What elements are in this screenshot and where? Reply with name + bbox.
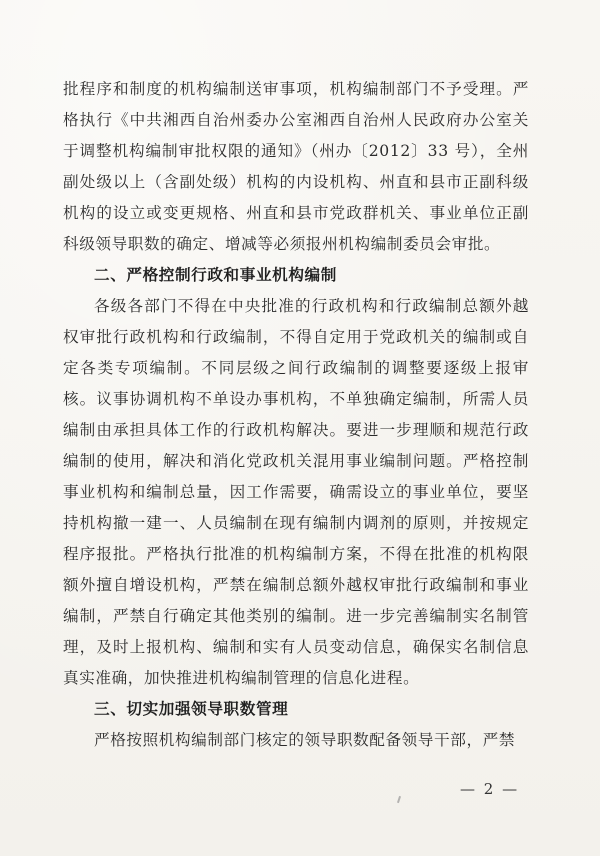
paragraph-section-2: 各级各部门不得在中央批准的行政机构和行政编制总额外越权审批行政机构和行政编制，不得自定用于党政机关的编制或自定各类专项编制。不同层级之间行政编制的调整要逐级上报审核。议事协调机构不单设办事机构，不单独确定编制，所需人员编制由承担具体工作的行政机构解决。要进一步理顺和规范行政编制的使用，解决和消化党政机关混用事业编制问题。严格控制事业机构和编制总量，因工作需要，确需设立的事业单位，要坚持机构撤一建一、人员编制在现有编制内调剂的原则，并按规定程序报批。严格执行批准的机构编制方案，不得在批准的机构限额外擅自增设机构，严禁在编制总额外越权审批行政编制和事业编制，严禁自行确定其他类别的编制。进一步完善编制实名制管理，及时上报机构、编制和实有人员变动信息，确保实名制信息真实准确，加快推进机构编制管理的信息化进程。 [63, 297, 529, 687]
paragraph-section-3: 严格按照机构编制部门核定的领导职数配备领导干部，严禁 [94, 731, 516, 749]
section-heading-2: 二、严格控制行政和事业机构编制 [94, 266, 337, 284]
page-number: — 2 — [460, 780, 520, 798]
scan-speck [397, 796, 401, 803]
document-body [63, 74, 529, 756]
section-heading-3: 三、切实加强领导职数管理 [94, 700, 289, 718]
paragraph-continuation: 批程序和制度的机构编制送审事项，机构编制部门不予受理。严格执行《中共湘西自治州委办公室湘西自治州人民政府办公室关于调整机构编制审批权限的通知》（州办〔2012〕33 号），全州副处级以上（含副处级）机构的内设机构、州直和县市正副科级机构的设立或变更规格、州直和县市党政群机关、事业单位正副科级领导职数的确定、增减等必须报州机构编制委员会审批。 [63, 80, 529, 253]
